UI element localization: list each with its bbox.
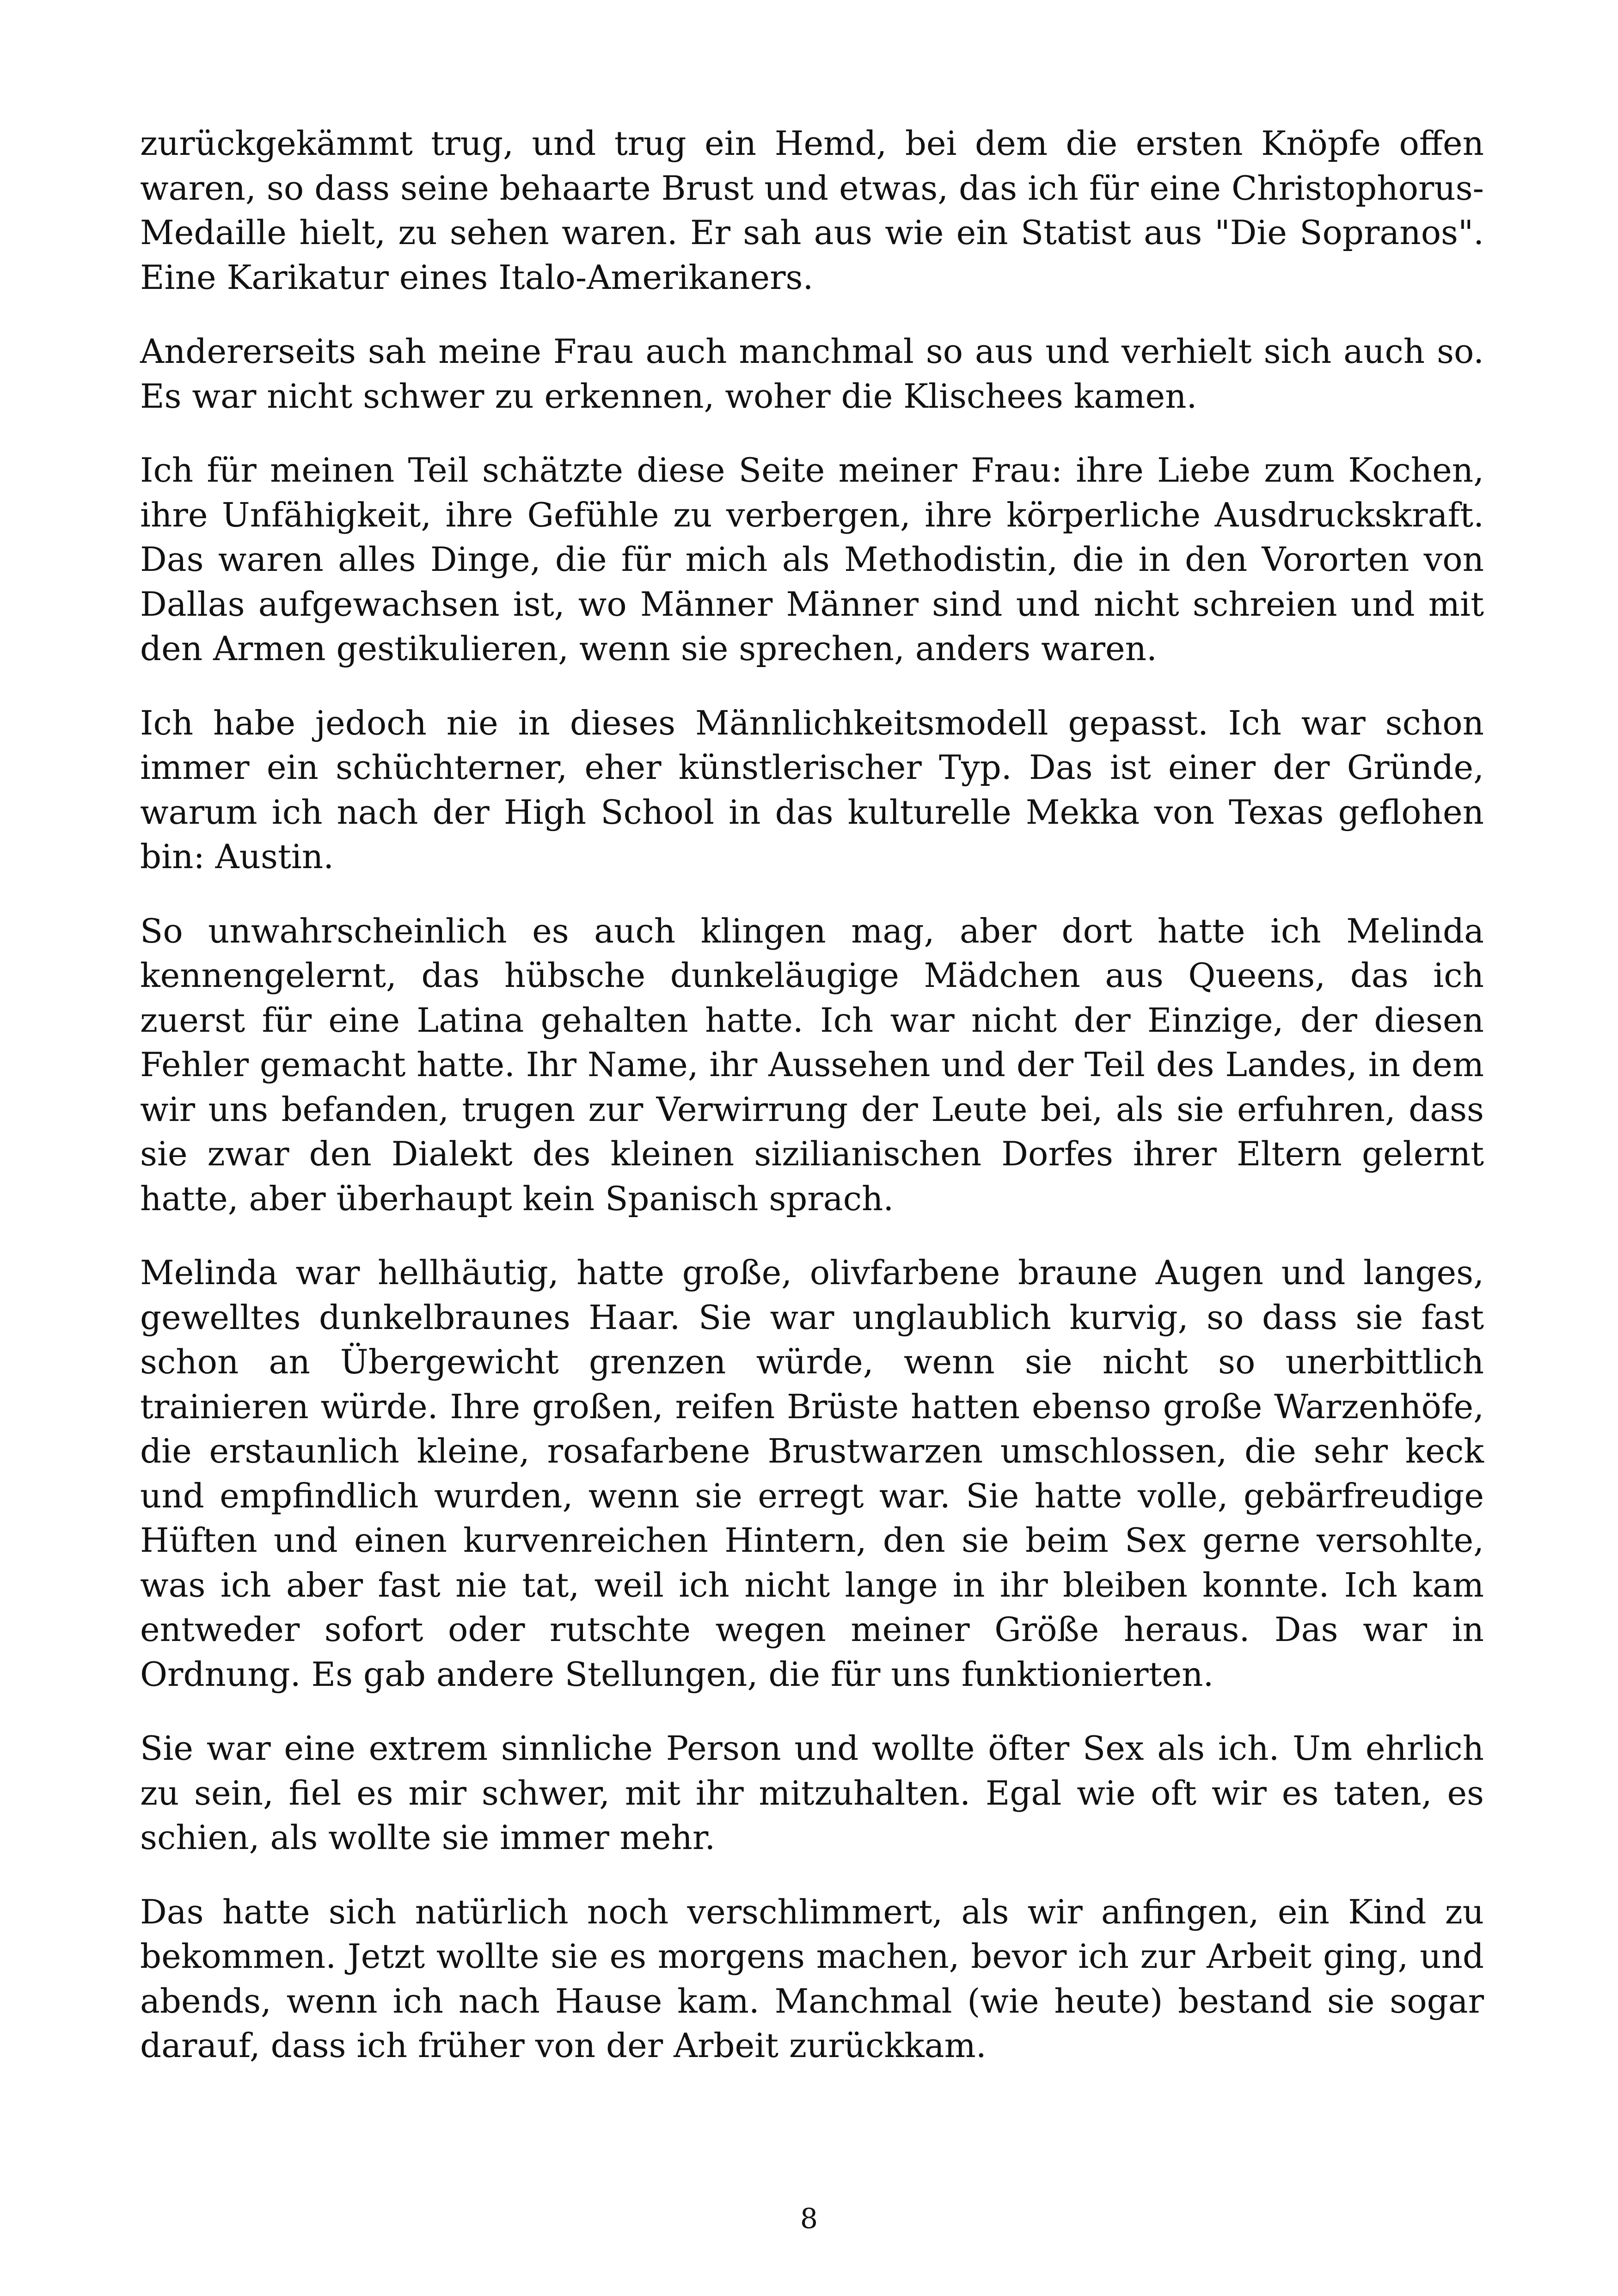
body-text [140, 121, 1484, 2098]
paragraph-2: Andererseits sah meine Frau auch manchmal so aus und verhielt sich auch so. Es war nicht schwer zu erkennen, woher die Klischees kamen. [140, 332, 1484, 416]
paragraph-1: zurückgekämmt trug, und trug ein Hemd, bei dem die ersten Knöpfe offen waren, so dass seine behaarte Brust und etwas, das ich für eine Christophorus-Medaille hielt, zu sehen waren. Er sah aus wie ein Statist aus "Die Sopranos". Eine Karikatur eines Italo-Amerikaners. [140, 124, 1484, 297]
paragraph-6: Melinda war hellhäutig, hatte große, olivfarbene braune Augen und langes, gewelltes dunkelbraunes Haar. Sie war unglaublich kurvig, so dass sie fast schon an Übergewicht grenzen würde, wenn sie nicht so unerbittlich trainieren würde. Ihre großen, reifen Brüste hatten ebenso große Warzenhöfe, die erstaunlich kleine, rosafarbene Brustwarzen umschlossen, die sehr keck und empfindlich wurden, wenn sie erregt war. Sie hatte volle, gebärfreudige Hüften und einen kurvenreichen Hintern, den sie beim Sex gerne versohlte, was ich aber fast nie tat, weil ich nicht lange in ihr bleiben konnte. Ich kam entweder sofort oder rutschte wegen meiner Größe heraus. Das war in Ordnung. Es gab andere Stellungen, die für uns funktionierten. [140, 1253, 1484, 1694]
paragraph-8: Das hatte sich natürlich noch verschlimmert, als wir anfingen, ein Kind zu bekommen. Jetzt wollte sie es morgens machen, bevor ich zur Arbeit ging, und abends, wenn ich nach Hause kam. Manchmal (wie heute) bestand sie sogar darauf, dass ich früher von der Arbeit zurückkam. [140, 1892, 1484, 2065]
paragraph-5: So unwahrscheinlich es auch klingen mag, aber dort hatte ich Melinda kennengelernt, das hübsche dunkeläugige Mädchen aus Queens, das ich zuerst für eine Latina gehalten hatte. Ich war nicht der Einzige, der diesen Fehler gemacht hatte. Ihr Name, ihr Aussehen und der Teil des Landes, in dem wir uns befanden, trugen zur Verwirrung der Leute bei, als sie erfuhren, dass sie zwar den Dialekt des kleinen sizilianischen Dorfes ihrer Eltern gelernt hatte, aber überhaupt kein Spanisch sprach. [140, 911, 1484, 1218]
paragraph-3: Ich für meinen Teil schätzte diese Seite meiner Frau: ihre Liebe zum Kochen, ihre Unfähigkeit, ihre Gefühle zu verbergen, ihre körperliche Ausdruckskraft. Das waren alles Dinge, die für mich als Methodistin, die in den Vororten von Dallas aufgewachsen ist, wo Männer Männer sind und nicht schreien und mit den Armen gestikulieren, wenn sie sprechen, anders waren. [140, 451, 1484, 668]
paragraph-7: Sie war eine extrem sinnliche Person und wollte öfter Sex als ich. Um ehrlich zu sein, fiel es mir schwer, mit ihr mitzuhalten. Egal wie oft wir es taten, es schien, als wollte sie immer mehr. [140, 1729, 1484, 1857]
page-number: 8 [800, 2203, 818, 2235]
paragraph-4: Ich habe jedoch nie in dieses Männlichkeitsmodell gepasst. Ich war schon immer ein schüchterner, eher künstlerischer Typ. Das ist einer der Gründe, warum ich nach der High School in das kulturelle Mekka von Texas geflohen bin: Austin. [140, 703, 1484, 876]
